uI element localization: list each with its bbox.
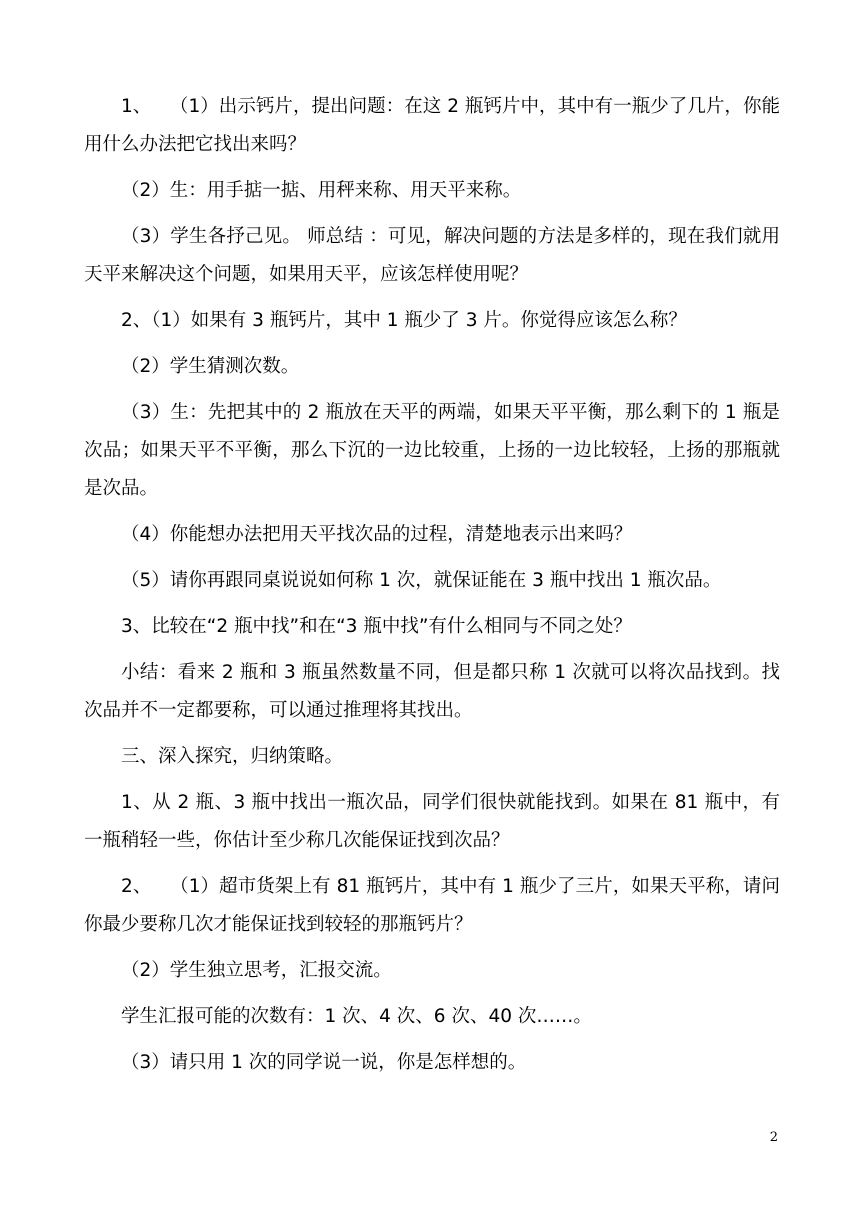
paragraph: （4）你能想办法把用天平找次品的过程，清楚地表示出来吗？ <box>121 524 633 545</box>
paragraph: 2、 （1）超市货架上有 81 瓶钙片，其中有 1 瓶少了三片，如果天平称，请问你最少要称几次才能保证找到较轻的那瓶钙片？ <box>84 876 780 935</box>
paragraph: （3）生：先把其中的 2 瓶放在天平的两端，如果天平平衡，那么剩下的 1 瓶是次品；如果天平不平衡，那么下沉的一边比较重，上扬的一边比较轻，上扬的那瓶就是次品。 <box>84 402 780 499</box>
paragraph: 1、 （1）出示钙片，提出问题：在这 2 瓶钙片中，其中有一瓶少了几片，你能用什么办法把它找出来吗？ <box>84 96 780 155</box>
paragraph: （3）请只用 1 次的同学说一说，你是怎样想的。 <box>121 1052 527 1073</box>
document-page <box>84 88 780 1090</box>
section-heading: 三、深入探究，归纳策略。 <box>121 746 344 767</box>
paragraph: 1、从 2 瓶、3 瓶中找出一瓶次品，同学们很快就能找到。如果在 81 瓶中，有一瓶稍轻一些，你估计至少称几次能保证找到次品？ <box>84 792 780 851</box>
paragraph: 学生汇报可能的次数有：1 次、4 次、6 次、40 次……。 <box>121 1006 592 1027</box>
paragraph: 2、（1）如果有 3 瓶钙片，其中 1 瓶少了 3 片。你觉得应该怎么称？ <box>121 310 687 331</box>
paragraph: （2）生：用手掂一掂、用秤来称、用天平来称。 <box>121 180 522 201</box>
paragraph: （3）学生各抒己见。 师总结 ：可见，解决问题的方法是多样的，现在我们就用天平来解决这个问题，如果用天平，应该怎样使用呢？ <box>84 226 780 285</box>
paragraph: （2）学生独立思考，汇报交流。 <box>121 960 392 981</box>
paragraph: 小结：看来 2 瓶和 3 瓶虽然数量不同，但是都只称 1 次就可以将次品找到。找次品并不一定都要称，可以通过推理将其找出。 <box>84 662 780 721</box>
paragraph: 3、比较在“2 瓶中找”和在“3 瓶中找”有什么相同与不同之处？ <box>121 616 632 637</box>
paragraph: （5）请你再跟同桌说说如何称 1 次，就保证能在 3 瓶中找出 1 瓶次品。 <box>121 570 722 591</box>
page-number: 2 <box>769 1130 778 1145</box>
paragraph: （2）学生猜测次数。 <box>121 356 300 377</box>
